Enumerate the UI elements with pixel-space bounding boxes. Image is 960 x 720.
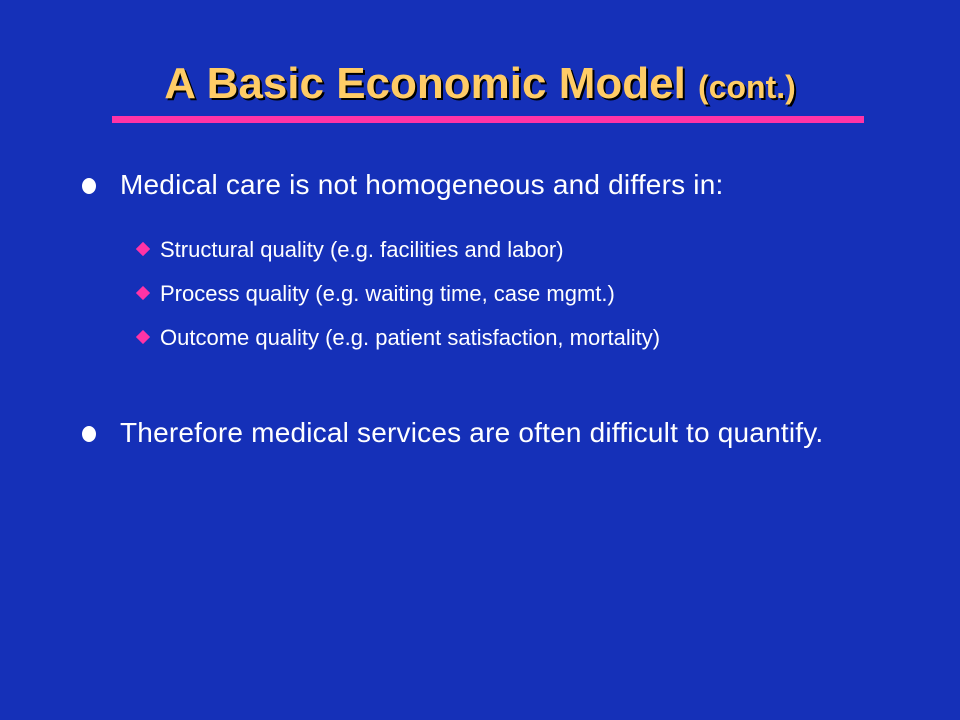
sub-bullet-item: [80, 278, 880, 310]
slide-title: [0, 58, 960, 113]
round-bullet-icon: [82, 178, 96, 194]
sub-bullet-item: [80, 322, 880, 354]
sub-bullet-text: Structural quality (e.g. facilities and labor): [160, 237, 564, 262]
bullet-text: Therefore medical services are often difficult to quantify.: [120, 417, 824, 448]
title-main: A Basic Economic Model: [164, 59, 686, 108]
title-underline: [112, 116, 864, 123]
bullet-item: [80, 164, 880, 206]
sub-bullet-text: Outcome quality (e.g. patient satisfaction, mortality): [160, 325, 661, 350]
sub-bullet-text: Process quality (e.g. waiting time, case mgmt.): [160, 281, 615, 306]
title-suffix: (cont.): [698, 69, 796, 105]
sub-bullet-item: [80, 234, 880, 266]
bullet-list: [80, 164, 880, 454]
bullet-text: Medical care is not homogeneous and differs in:: [120, 169, 724, 200]
bullet-item: [80, 412, 880, 454]
round-bullet-icon: [82, 426, 96, 442]
